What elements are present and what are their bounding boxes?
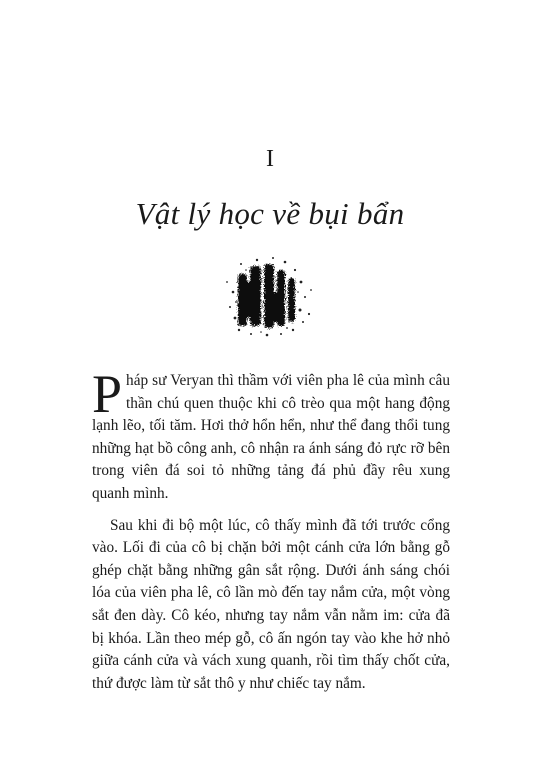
paragraph-2: Sau khi đi bộ một lúc, cô thấy mình đã tới trước cổng vào. Lối đi của cô bị chặn bởi một cánh cửa lớn bằng gỗ ghép chặt bằng những gân sắt rộng. Dưới ánh sáng chói lóa của viên pha lê, cô lần mò đến tay nắm cửa, một vòng sắt đen dày. Cô kéo, nhưng tay nắm vẫn nằm im: cửa đã bị khóa. Lần theo mép gỗ, cô ấn ngón tay vào khe hở nhỏ giữa cánh cửa và vách xung quanh, rồi tìm thấy chốt cửa, thứ được làm từ sắt thô y như chiếc tay nắm. xyxy=(92,516,450,692)
paragraph-1-text: háp sư Veryan thì thầm với viên pha lê của mình câu thần chú quen thuộc khi cô trèo qua một hang động lạnh lẽo, tối tăm. Hơi thở hổn hển, như thể đang thổi tung những hạt bồ công anh, cô nhận ra ánh sáng đỏ rực rỡ bên trong viên đá soi tỏ những tảng đá phủ đầy rêu xung quanh mình. xyxy=(92,372,450,502)
chapter-number: I xyxy=(266,146,274,172)
chapter-title: Vật lý học về bụi bẩn xyxy=(135,196,405,231)
chapter-body xyxy=(92,364,450,695)
ink-smudge-ornament-icon xyxy=(221,252,321,340)
drop-cap: P xyxy=(92,364,123,424)
paragraph-1 xyxy=(92,364,450,506)
